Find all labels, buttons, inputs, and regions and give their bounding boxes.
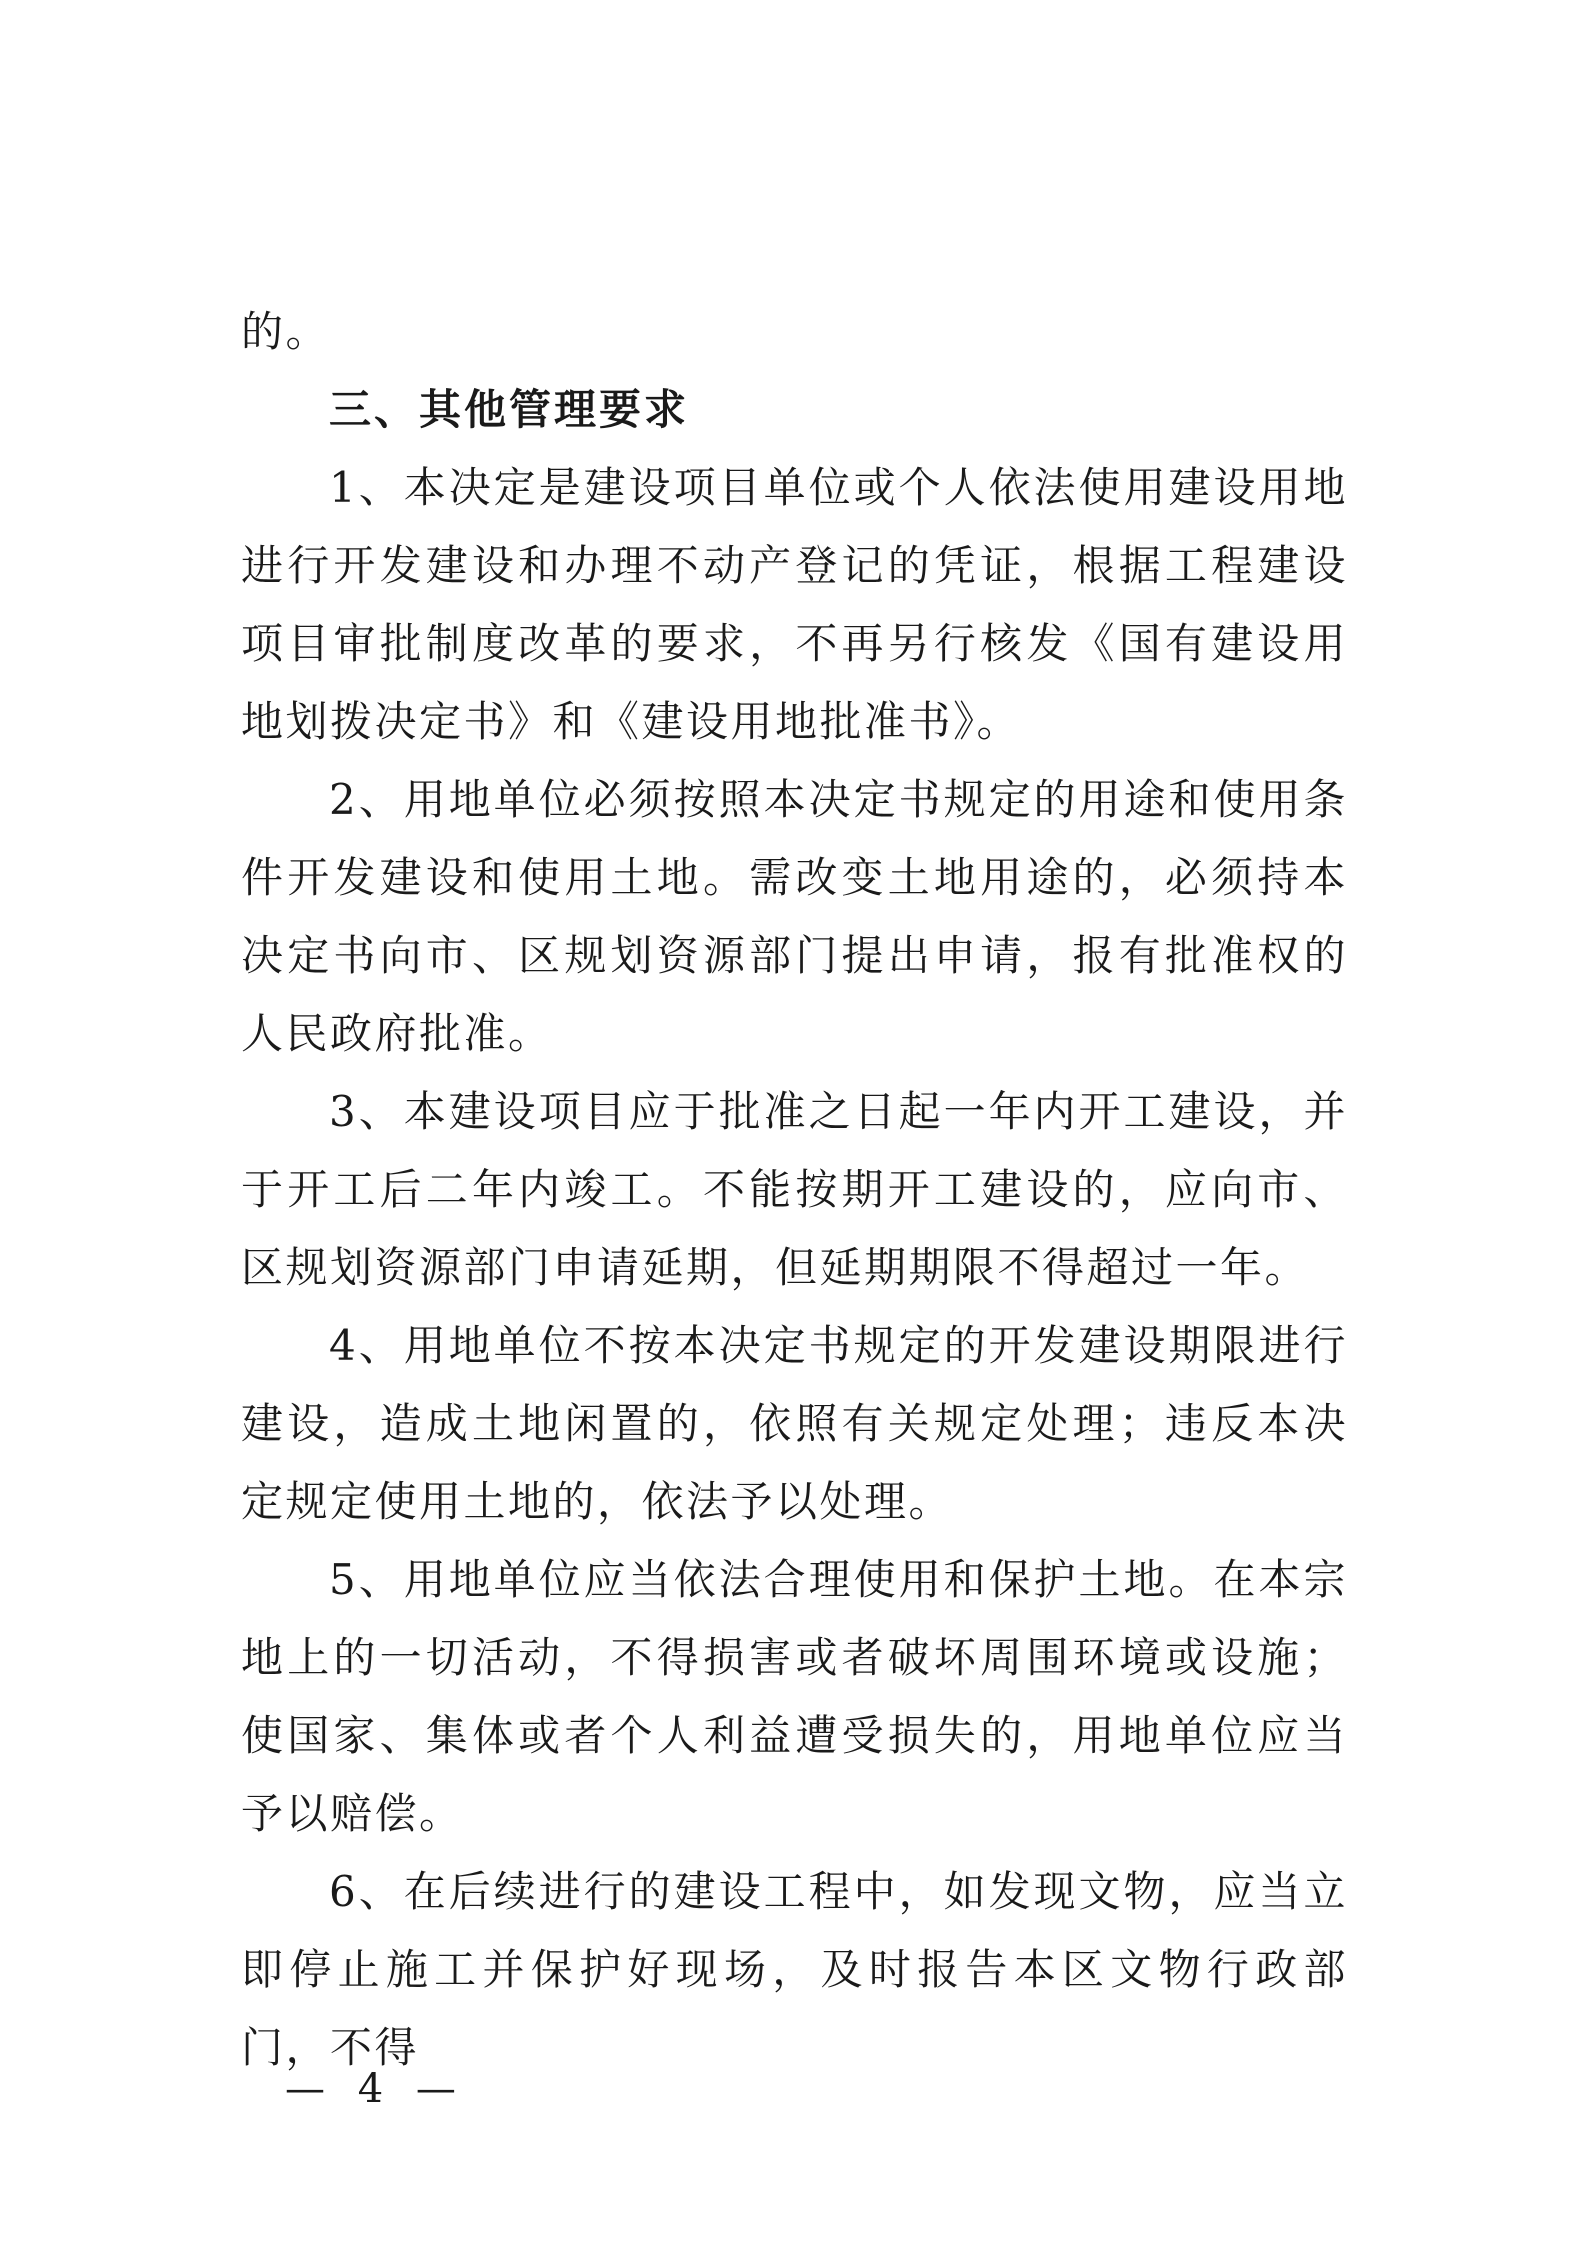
paragraph-5: 5、用地单位应当依法合理使用和保护土地。在本宗地上的一切活动，不得损害或者破坏周围环境或设施；使国家、集体或者个人利益遭受损失的，用地单位应当予以赔偿。 <box>241 1555 1348 1838</box>
page-number: — 4 — <box>285 2066 466 2112</box>
paragraph-2: 2、用地单位必须按照本决定书规定的用途和使用条件开发建设和使用土地。需改变土地用途的，必须持本决定书向市、区规划资源部门提出申请，报有批准权的人民政府批准。 <box>241 775 1348 1058</box>
paragraph-4: 4、用地单位不按本决定书规定的开发建设期限进行建设，造成土地闲置的，依照有关规定处理；违反本决定规定使用土地的，依法予以处理。 <box>241 1321 1348 1526</box>
continuation-text: 的。 <box>241 307 331 356</box>
paragraph-1: 1、本决定是建设项目单位或个人依法使用建设用地进行开发建设和办理不动产登记的凭证，根据工程建设项目审批制度改革的要求，不再另行核发《国有建设用地划拨决定书》和《建设用地批准书》。 <box>241 463 1348 746</box>
section-heading: 三、其他管理要求 <box>329 385 690 434</box>
paragraph-3: 3、本建设项目应于批准之日起一年内开工建设，并于开工后二年内竣工。不能按期开工建设的，应向市、区规划资源部门申请延期，但延期期限不得超过一年。 <box>241 1087 1348 1292</box>
document-body <box>241 293 1348 2087</box>
paragraph-6: 6、在后续进行的建设工程中，如发现文物，应当立即停止施工并保护好现场，及时报告本区文物行政部门，不得 <box>241 1867 1348 2072</box>
